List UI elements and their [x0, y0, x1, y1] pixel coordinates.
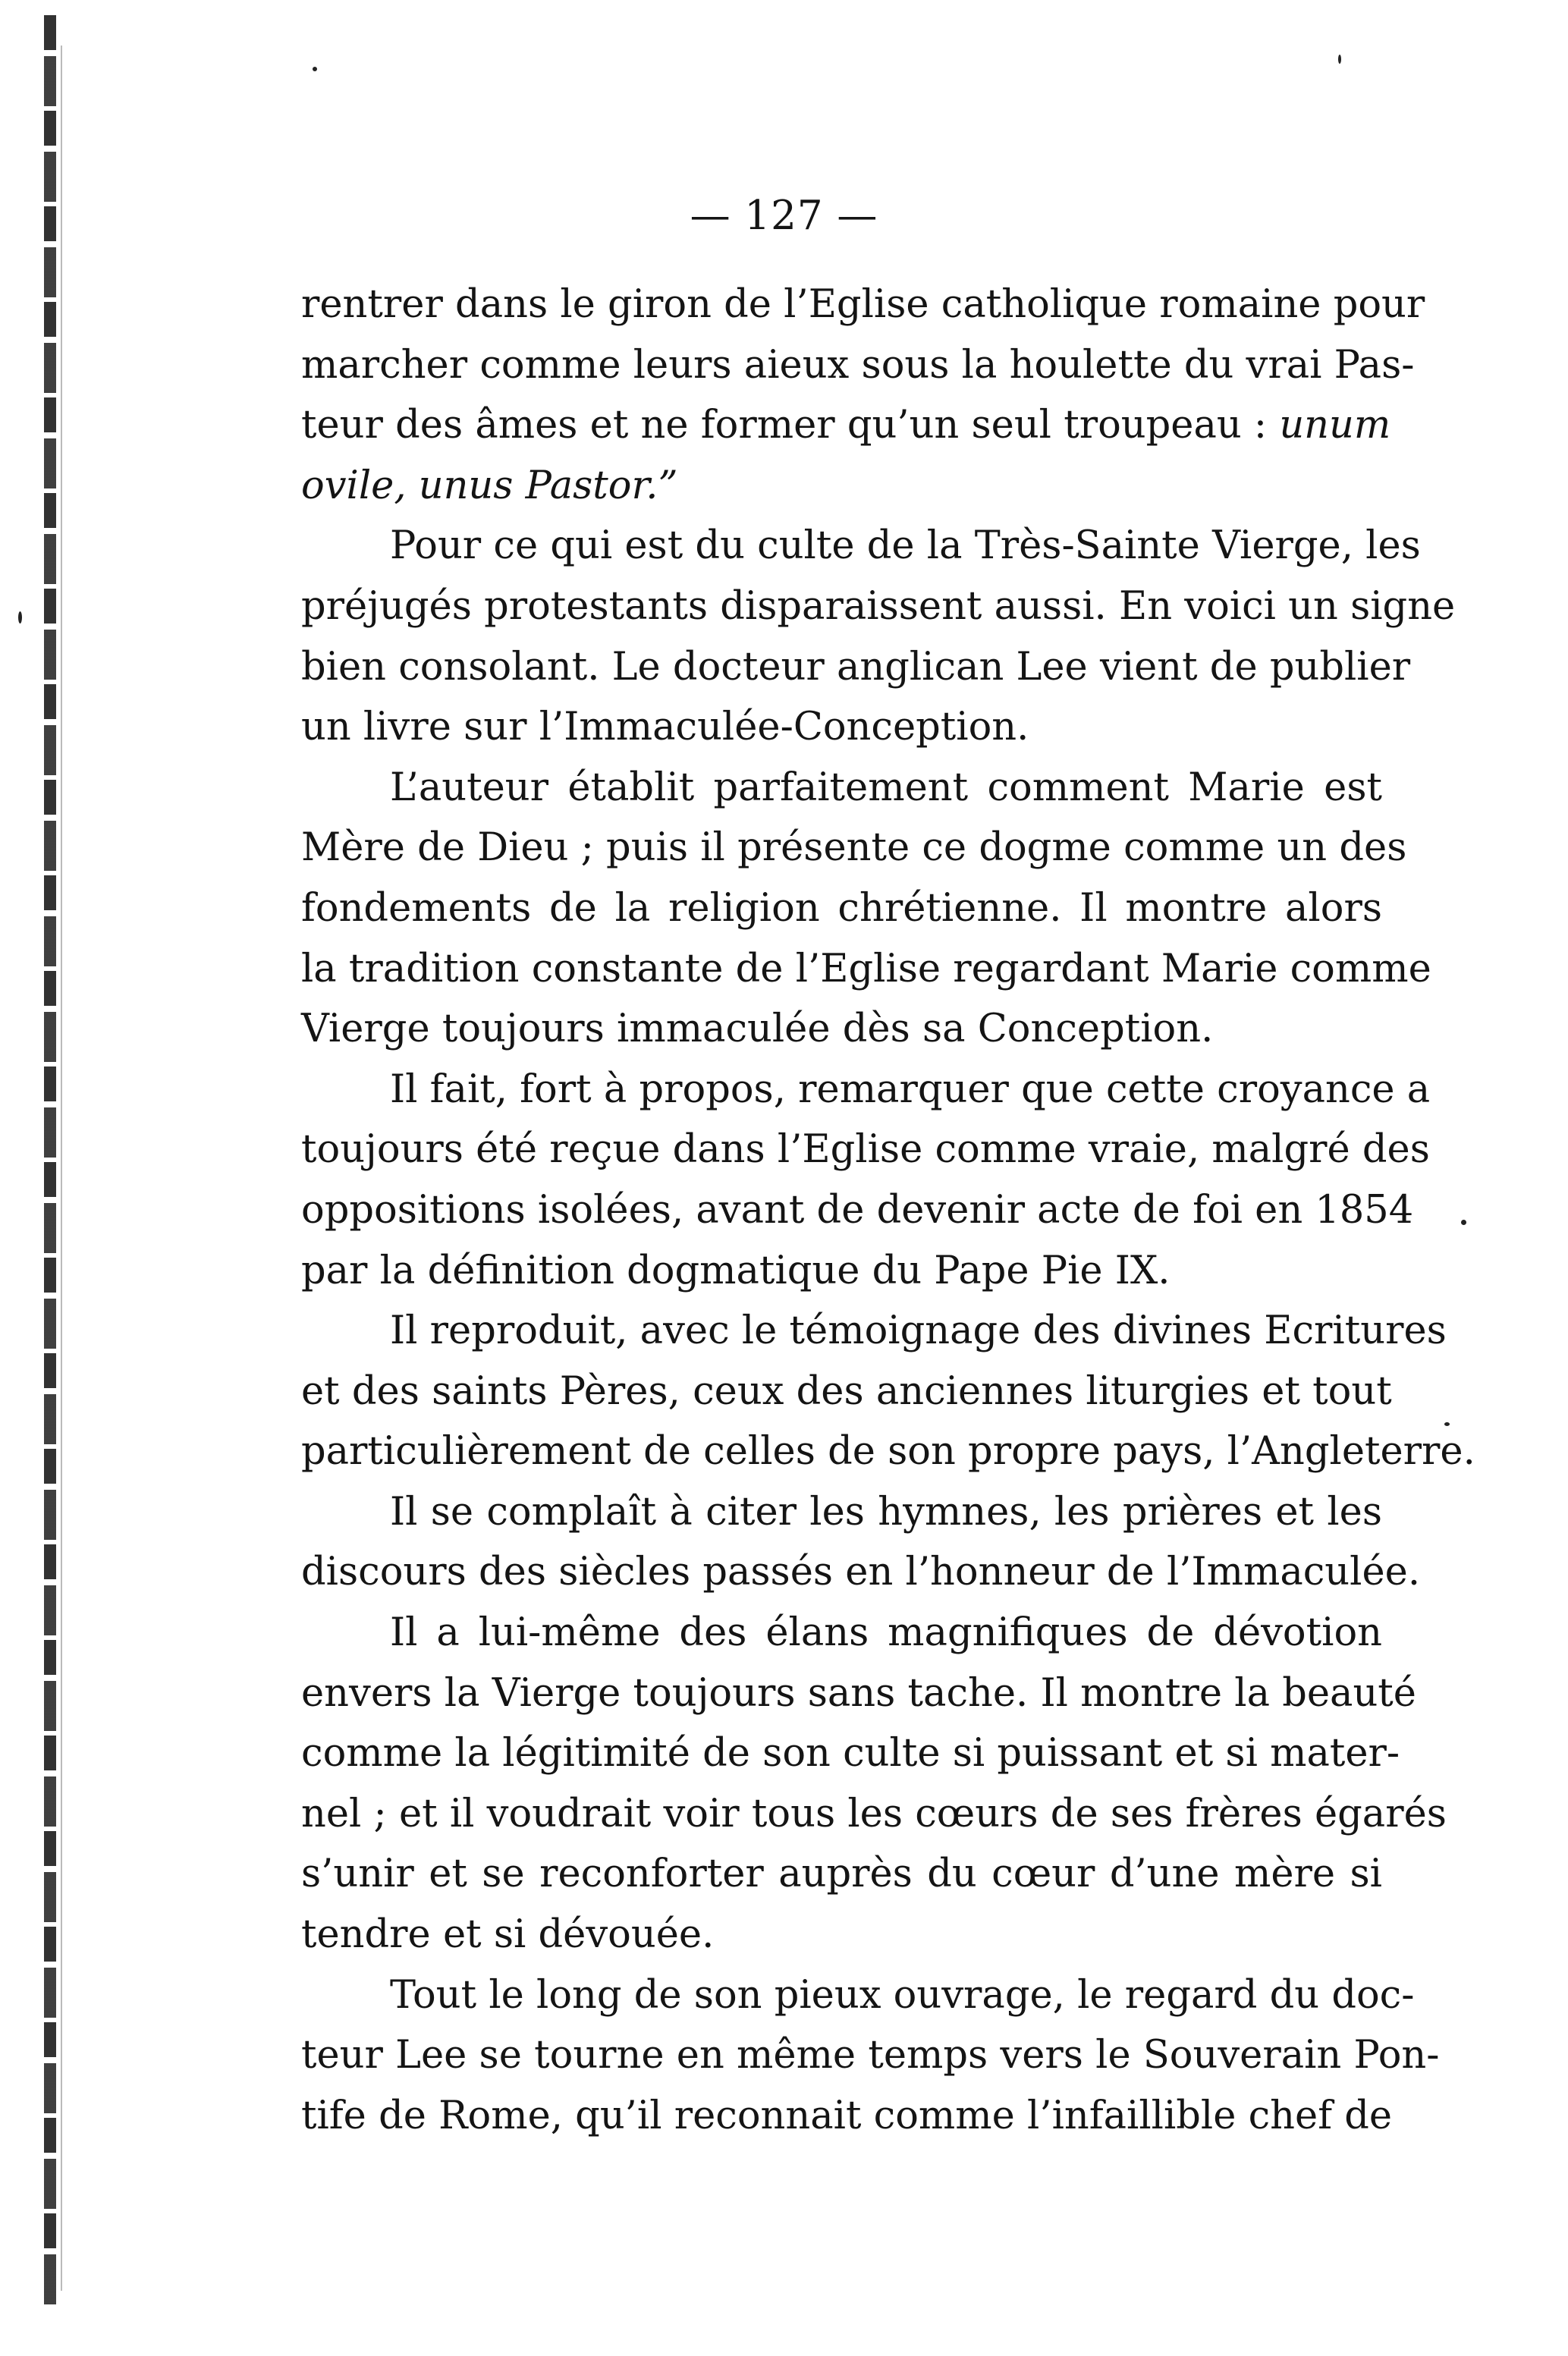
page-number: — 127 — [690, 193, 878, 239]
text-line: préjugés protestants disparaissent aussi. En voici un signe [301, 583, 1456, 629]
text-line: envers la Vierge toujours sans tache. Il montre la beauté [301, 1670, 1416, 1716]
text-line: discours des siècles passés en l’honneur de l’Immaculée. [301, 1550, 1421, 1595]
text-line: oppositions isolées, avant de devenir acte de foi en 1854 [301, 1187, 1414, 1233]
speck [1338, 55, 1341, 64]
text-line: Vierge toujours immaculée dès sa Conception. [301, 1007, 1214, 1052]
text-line: la tradition constante de l’Eglise regardant Marie comme [301, 946, 1431, 991]
body-text [301, 275, 1475, 2146]
text-line: teur Lee se tourne en même temps vers le Souverain Pon- [301, 2033, 1440, 2078]
text-run: teur des âmes et ne former qu’un seul troupeau : [301, 403, 1268, 448]
text-line: s’unir et se reconforter auprès du cœur d’une mère si [301, 1852, 1382, 1897]
text-line [301, 395, 1391, 456]
text-line: bien consolant. Le docteur anglican Lee vient de publier [301, 644, 1411, 690]
text-line [301, 456, 1382, 517]
book-binding-edge [44, 15, 56, 2306]
text-line: un livre sur l’Immaculée-Conception. [301, 705, 1029, 750]
latin-quote: ovile, unus Pastor.” [301, 463, 678, 508]
text-line: L’auteur établit parfaitement comment Marie est [390, 765, 1382, 810]
text-line: particulièrement de celles de son propre pays, l’Angleterre. [301, 1429, 1475, 1475]
text-line: fondements de la religion chrétienne. Il montre alors [301, 885, 1382, 931]
text-line: Il a lui-même des élans magnifiques de dévotion [390, 1610, 1382, 1656]
text-line: marcher comme leurs aieux sous la houlette du vrai Pas- [301, 342, 1415, 388]
text-line: Pour ce qui est du culte de la Très-Sainte Vierge, les [390, 523, 1421, 569]
text-line: Il se complaît à citer les hymnes, les prières et les [390, 1489, 1382, 1535]
speck [18, 611, 22, 624]
text-line: nel ; et il voudrait voir tous les cœurs de ses frères égarés [301, 1791, 1447, 1836]
text-line: Il reproduit, avec le témoignage des divines Ecritures [390, 1308, 1447, 1354]
text-line: par la définition dogmatique du Pape Pie IX. [301, 1248, 1171, 1293]
text-line: rentrer dans le giron de l’Eglise catholique romaine pour [301, 282, 1425, 327]
text-line: tife de Rome, qu’il reconnait comme l’infaillible chef de [301, 2093, 1393, 2138]
text-line: Mère de Dieu ; puis il présente ce dogme comme un des [301, 825, 1407, 871]
text-line: tendre et si dévouée. [301, 1912, 715, 1958]
speck [313, 67, 317, 71]
speck [1444, 1422, 1450, 1426]
text-line: Il fait, fort à propos, remarquer que cette croyance a [390, 1066, 1431, 1112]
text-line: toujours été reçue dans l’Eglise comme vraie, malgré des [301, 1127, 1430, 1173]
text-line: comme la légitimité de son culte si puissant et si mater- [301, 1731, 1400, 1776]
text-line: et des saints Pères, ceux des anciennes liturgies et tout [301, 1368, 1392, 1414]
gutter-shadow [61, 46, 62, 2291]
latin-quote: unum [1279, 403, 1391, 448]
text-line: Tout le long de son pieux ouvrage, le regard du doc- [390, 1972, 1415, 2018]
speck [1461, 1220, 1466, 1225]
